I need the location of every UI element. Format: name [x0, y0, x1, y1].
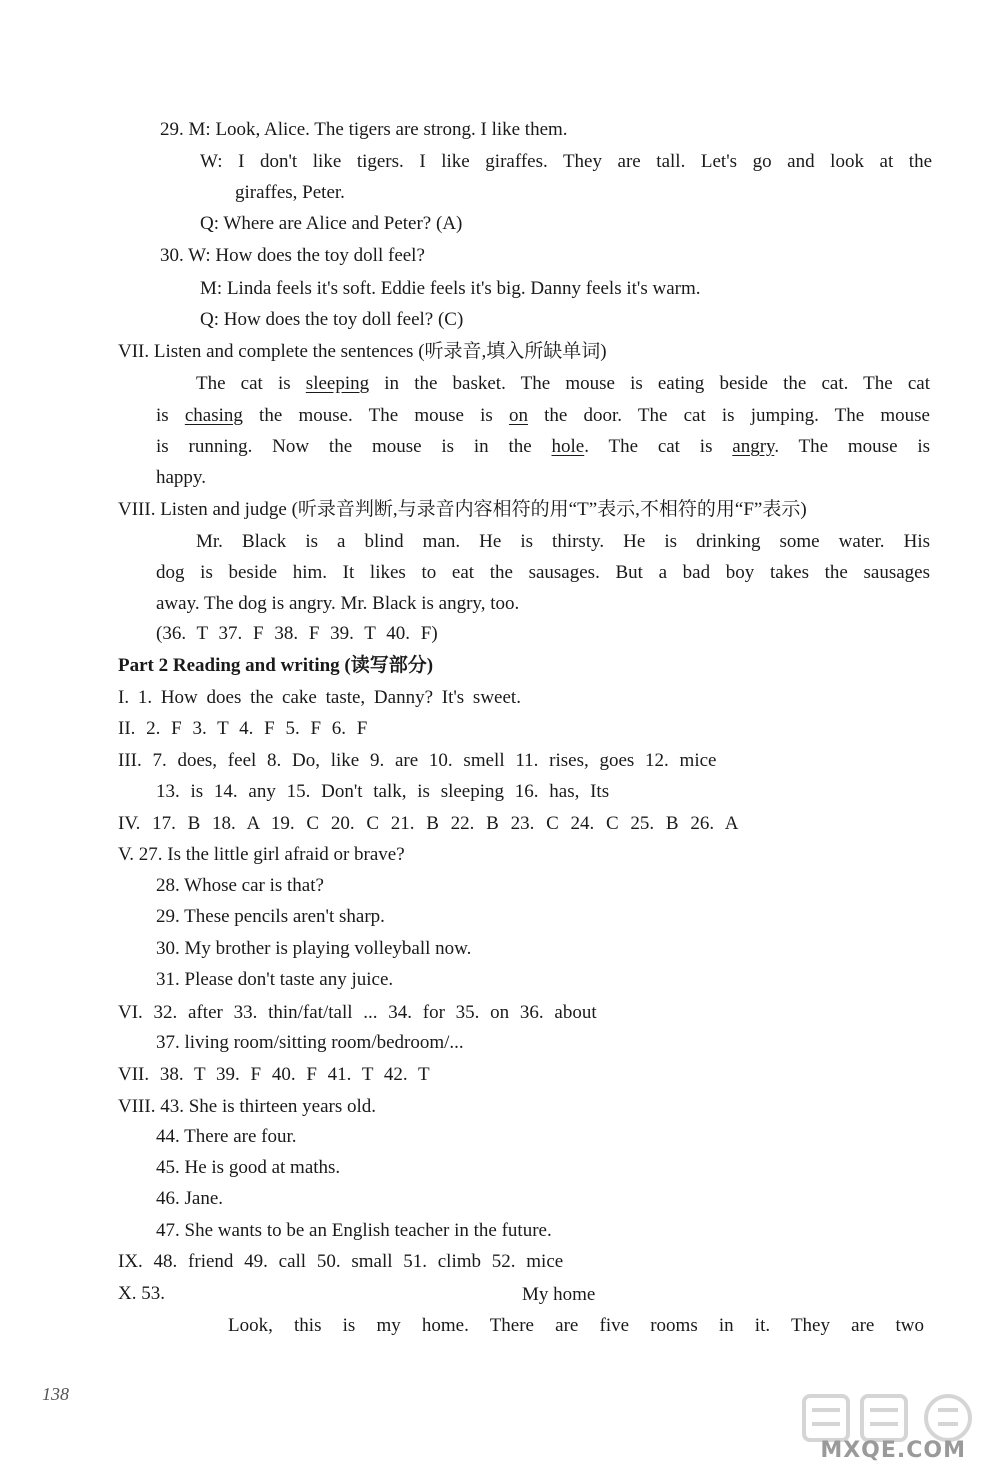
part-2-section-2: II. 2. F 3. T 4. F 5. F 6. F: [118, 718, 368, 739]
section-7-line-3: is running. Now the mouse is in the hole. The cat is angry. The mouse is: [156, 436, 930, 457]
section-8-line-3: away. The dog is angry. Mr. Black is angry, too.: [156, 593, 520, 614]
answer-angry: angry: [732, 436, 775, 457]
section-7-line-1: The cat is sleeping in the basket. The mouse is eating beside the cat. The cat: [196, 373, 931, 394]
part-2-section-5-item: 29. These pencils aren't sharp.: [156, 906, 385, 927]
q29-line-q: Q: Where are Alice and Peter? (A): [200, 213, 463, 234]
part-2-section-7: VII. 38. T 39. F 40. F 41. T 42. T: [118, 1064, 430, 1085]
page-number: 138: [42, 1384, 69, 1404]
part-2-section-5-item: 31. Please don't taste any juice.: [156, 969, 394, 990]
part-2-section-3-line-2: 13. is 14. any 15. Don't talk, is sleeping 16. has, Its: [156, 781, 610, 802]
part-2-section-10-label: X. 53.: [118, 1283, 165, 1304]
part-2-section-9: IX. 48. friend 49. call 50. small 51. climb 52. mice: [118, 1251, 564, 1272]
essay-line-1: Look, this is my home. There are five rooms in it. They are two: [228, 1315, 924, 1336]
section-7-line-2: is chasing the mouse. The mouse is on the door. The cat is jumping. The mouse: [156, 405, 930, 426]
answer-on: on: [508, 405, 528, 426]
part-2-section-6-line-2: 37. living room/sitting room/bedroom/...: [156, 1032, 464, 1053]
part-2-section-8-item: 46. Jane.: [156, 1188, 224, 1209]
essay-title: My home: [522, 1284, 596, 1305]
answer-hole: hole: [551, 436, 585, 457]
part-2-section-3-line-1: III. 7. does, feel 8. Do, like 9. are 10. smell 11. rises, goes 12. mice: [118, 750, 717, 771]
part-2-section-6-line-1: VI. 32. after 33. thin/fat/tall ... 34. for 35. on 36. about: [118, 1002, 597, 1023]
part-2-section-8-item: 47. She wants to be an English teacher in the future.: [156, 1220, 552, 1241]
answer-sleeping: sleeping: [305, 373, 370, 394]
part-2-section-4: IV. 17. B 18. A 19. C 20. C 21. B 22. B 23. C 24. C 25. B 26. A: [118, 813, 739, 834]
section-7-line-4: happy.: [156, 467, 206, 488]
answer-chasing: chasing: [184, 405, 243, 426]
part-2-section-1: I. 1. How does the cake taste, Danny? It's sweet.: [118, 687, 521, 708]
q30-line-w: 30. W: How does the toy doll feel?: [160, 245, 425, 266]
watermark-text: MXQE.COM: [820, 1438, 966, 1463]
part-2-section-5-item: V. 27. Is the little girl afraid or brave?: [118, 844, 405, 865]
section-8-line-1: Mr. Black is a blind man. He is thirsty. He is drinking some water. His: [196, 531, 930, 552]
part-2-heading: Part 2 Reading and writing (读写部分): [118, 655, 434, 676]
section-8-heading: VIII. Listen and judge (听录音判断,与录音内容相符的用“T”表示,不相符的用“F”表示): [118, 499, 807, 520]
part-2-section-5-item: 28. Whose car is that?: [156, 875, 324, 896]
section-8-answers: (36. T 37. F 38. F 39. T 40. F): [156, 623, 438, 644]
part-2-section-8-item: 44. There are four.: [156, 1126, 297, 1147]
section-7-heading: VII. Listen and complete the sentences (听录音,填入所缺单词): [118, 341, 607, 362]
q30-line-m: M: Linda feels it's soft. Eddie feels it's big. Danny feels it's warm.: [200, 278, 701, 299]
section-8-line-2: dog is beside him. It likes to eat the sausages. But a bad boy takes the sausages: [156, 562, 930, 583]
q29-line-w2: giraffes, Peter.: [235, 182, 345, 203]
q29-line-w1: W: I don't like tigers. I like giraffes. They are tall. Let's go and look at the: [200, 151, 932, 172]
part-2-section-5-item: 30. My brother is playing volleyball now.: [156, 938, 472, 959]
q30-line-q: Q: How does the toy doll feel? (C): [200, 309, 464, 330]
q29-line-m: 29. M: Look, Alice. The tigers are strong. I like them.: [160, 119, 568, 140]
part-2-section-8-item: 45. He is good at maths.: [156, 1157, 341, 1178]
part-2-section-8-item: VIII. 43. She is thirteen years old.: [118, 1096, 377, 1117]
